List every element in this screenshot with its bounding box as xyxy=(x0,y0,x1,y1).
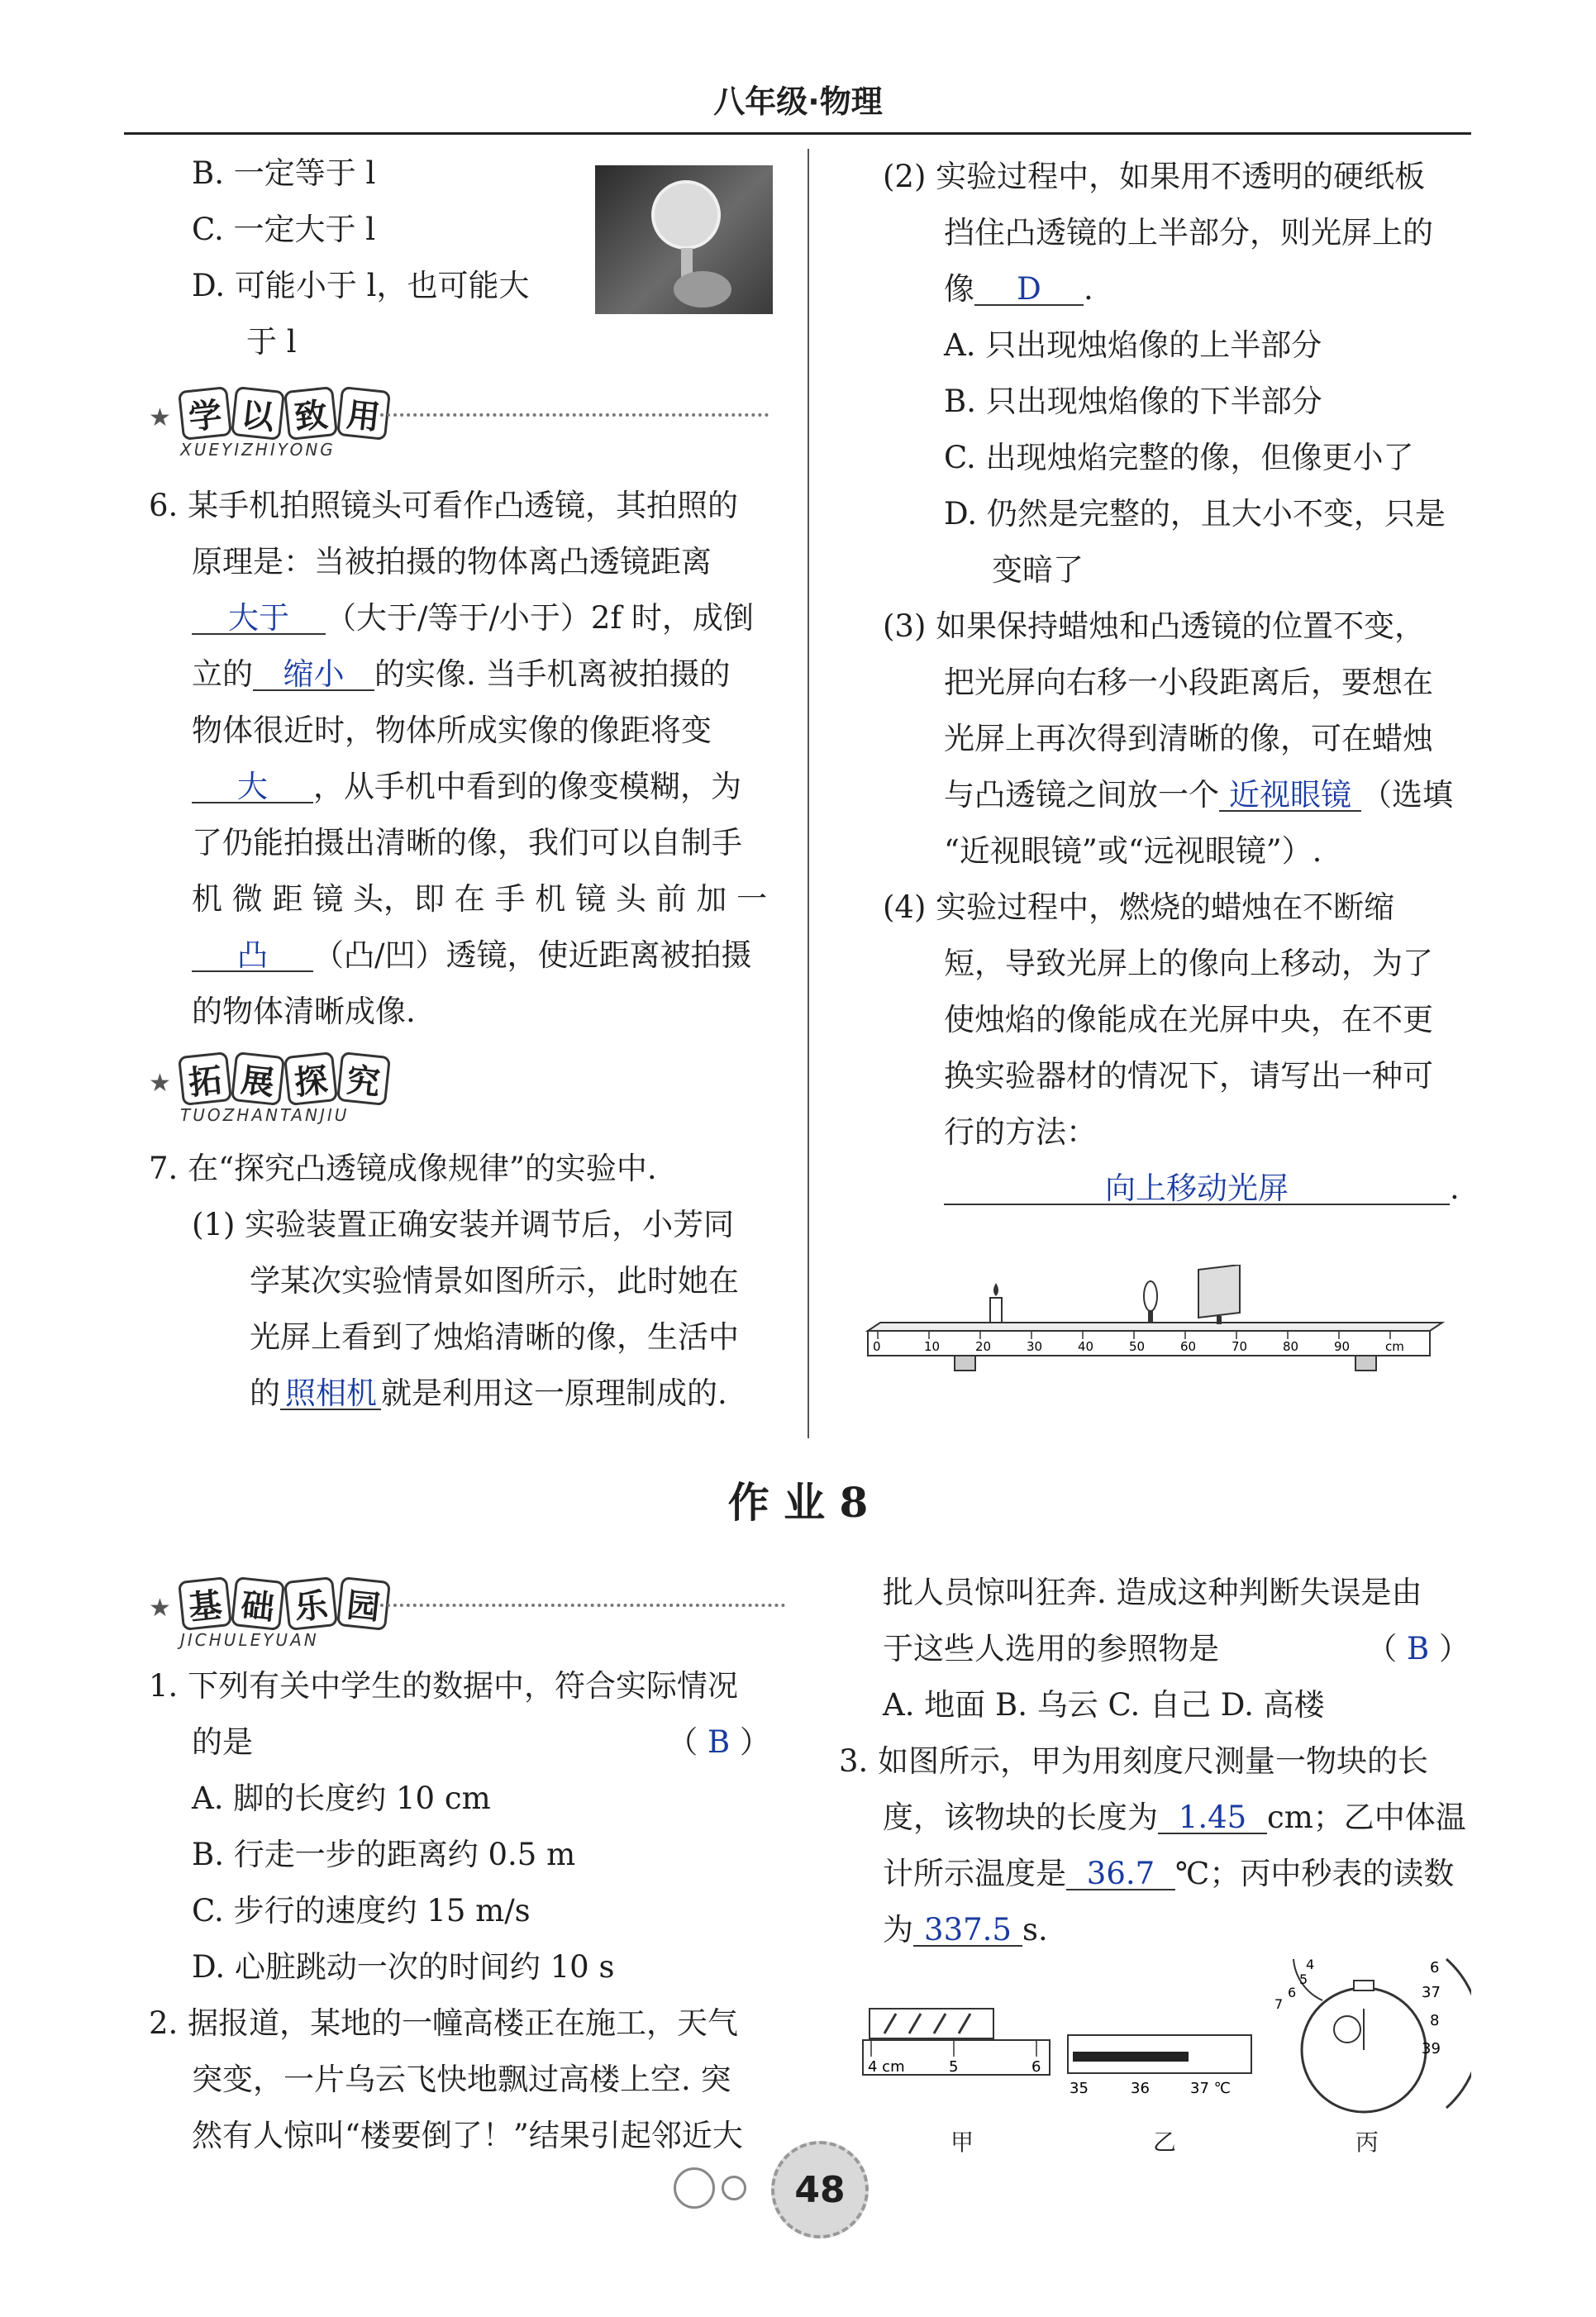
magnifier-photo xyxy=(595,165,773,314)
watch-small-label: 6 xyxy=(1288,1985,1297,2000)
star-icon: ★ xyxy=(149,1594,171,1623)
q7-p2-line2: 挡住凸透镜的上半部分，则光屏上的 xyxy=(944,215,1433,250)
bench-tick-label: 80 xyxy=(1283,1339,1299,1354)
q6-answer3: 大 xyxy=(192,771,313,803)
q7-p4-line3: 使烛焰的像能成在光屏中央，在不更 xyxy=(944,1002,1433,1037)
q7-p1-line2: 学某次实验情景如图所示，此时她在 xyxy=(250,1263,739,1299)
banner-char: 学 xyxy=(178,386,232,441)
ruler-figure xyxy=(860,2000,1058,2100)
q7-p2-line3: 像 D . xyxy=(944,271,1093,307)
candle-icon xyxy=(990,1283,1002,1323)
bench-tick-label: 0 xyxy=(873,1339,881,1354)
q3-line2: 度，该物块的长度为 1.45 cm；乙中体温 xyxy=(883,1800,1466,1835)
section-banner-xueyizhiyong xyxy=(149,389,612,460)
caption-yi: 乙 xyxy=(1153,2129,1177,2156)
banner-dotted-line xyxy=(380,1604,785,1607)
banner-dotted-line xyxy=(380,413,769,417)
q7-p4-line6: 向上移动光屏 . xyxy=(944,1170,1460,1207)
section-banner-jichuleyuan xyxy=(149,1579,612,1650)
q7-p2-line1: (2) 实验过程中，如果用不透明的硬纸板 xyxy=(883,159,1426,194)
stopwatch-figure xyxy=(1256,1951,1471,2116)
watch-small-label: 4 xyxy=(1306,1957,1315,1972)
q6-answer4: 凸 xyxy=(192,940,313,972)
q7-p4-line2: 短，导致光屏上的像向上移动，为了 xyxy=(944,946,1433,981)
q1-option-a: A. 脚的长度约 10 cm xyxy=(192,1781,491,1816)
bench-tick-label: 50 xyxy=(1129,1339,1146,1354)
banner-char: 究 xyxy=(336,1051,391,1106)
q7-p2-option-d1: D. 仍然是完整的，且大小不变，只是 xyxy=(944,496,1446,532)
q7-p2-option-c: C. 出现烛焰完整的像，但像更小了 xyxy=(944,440,1414,475)
q7-p4-line1: (4) 实验过程中，燃烧的蜡烛在不断缩 xyxy=(883,889,1395,925)
q6-answer1: 大于 xyxy=(192,603,326,635)
q6-line2: 原理是：当被拍摄的物体离凸透镜距离 xyxy=(192,544,712,579)
q6-line4: 立的 缩小 的实像. 当手机离被拍摄的 xyxy=(192,656,731,692)
banner-char: 致 xyxy=(283,386,338,441)
bench-tick-label: 60 xyxy=(1180,1339,1197,1354)
banner-char: 础 xyxy=(231,1576,285,1631)
q6-line9: 凸 （凸/凹）透镜，使近距离被拍摄 xyxy=(192,937,751,974)
watch-big-label: 39 xyxy=(1422,2040,1441,2057)
decor-circle xyxy=(722,2176,746,2200)
homework-title: 作 业 8 xyxy=(727,1478,869,1527)
q7-p2-option-a: A. 只出现烛焰像的上半部分 xyxy=(944,327,1322,363)
q3-line3: 计所示温度是 36.7 ℃；丙中秒表的读数 xyxy=(883,1856,1455,1891)
q6-line7: 了仍能拍摄出清晰的像，我们可以自制手 xyxy=(192,825,742,861)
star-icon: ★ xyxy=(149,403,171,432)
banner-pinyin: JICHULEYUAN xyxy=(180,1630,319,1650)
bench-tick-label: 30 xyxy=(1027,1339,1043,1354)
q3-answer2: 36.7 xyxy=(1066,1858,1175,1890)
q2-options: A. 地面 B. 乌云 C. 自己 D. 高楼 xyxy=(883,1687,1325,1723)
lens-icon xyxy=(1144,1281,1157,1323)
bench-tick-label: 20 xyxy=(975,1339,992,1354)
q1-answer: B xyxy=(707,1724,731,1760)
watch-big-label: 6 xyxy=(1430,1959,1440,1976)
bench-tick-label: cm xyxy=(1385,1339,1404,1354)
q6-answer2: 缩小 xyxy=(253,659,374,691)
bench-tick-label: 40 xyxy=(1078,1339,1094,1354)
q7-p4-line5: 行的方法： xyxy=(944,1114,1097,1150)
q5-option-c: C. 一定大于 l xyxy=(192,212,376,247)
page-number: 48 xyxy=(771,2141,869,2238)
q7-p3-line1: (3) 如果保持蜡烛和凸透镜的位置不变， xyxy=(883,608,1426,644)
watch-small-label: 5 xyxy=(1299,1971,1308,1987)
banner-char: 拓 xyxy=(178,1051,232,1106)
q7-p3-answer: 近视眼镜 xyxy=(1219,779,1361,812)
ruler-tick: 4 cm xyxy=(868,2058,905,2076)
q7-p1-line4: 的 照相机 就是利用这一原理制成的. xyxy=(250,1375,727,1411)
q3-line1: 3. 如图所示，甲为用刻度尺测量一物块的长 xyxy=(839,1743,1429,1779)
decor-circle xyxy=(674,2167,715,2209)
bench-tick-label: 90 xyxy=(1334,1339,1351,1354)
thermometer-tick: 37 ℃ xyxy=(1190,2080,1231,2097)
q7-p1-line3: 光屏上看到了烛焰清晰的像，生活中 xyxy=(250,1319,739,1355)
watch-big-label: 37 xyxy=(1422,1984,1441,2001)
caption-jia: 甲 xyxy=(950,2129,974,2156)
bench-tick-label: 70 xyxy=(1232,1339,1248,1354)
banner-char: 以 xyxy=(231,386,285,441)
watch-small-label: 7 xyxy=(1274,1996,1284,2012)
magnifier-icon xyxy=(595,165,773,314)
q1-option-b: B. 行走一步的距离约 0.5 m xyxy=(192,1837,576,1872)
banner-char: 展 xyxy=(231,1051,285,1106)
q2-line3: 然有人惊叫“楼要倒了！”结果引起邻近大 xyxy=(192,2118,743,2153)
q7-p3-line5: “近视眼镜”或“远视眼镜”）. xyxy=(944,833,1322,869)
q6-line5: 物体很近时，物体所成实像的像距将变 xyxy=(192,713,712,748)
ruler-tick: 6 xyxy=(1031,2058,1041,2076)
banner-char: 基 xyxy=(178,1576,232,1631)
column-divider xyxy=(808,149,809,1438)
q5-option-b: B. 一定等于 l xyxy=(192,155,376,191)
q1-option-c: C. 步行的速度约 15 m/s xyxy=(192,1893,531,1928)
bench-tick-label: 10 xyxy=(924,1339,941,1354)
q2-line5: 于这些人选用的参照物是 （ B ） xyxy=(883,1631,1470,1666)
section-banner-tuozhantanjiu xyxy=(149,1054,612,1125)
q6-line8: 机 微 距 镜 头，即 在 手 机 镜 头 前 加 一 xyxy=(192,881,768,917)
watch-big-label: 8 xyxy=(1430,2012,1440,2029)
header-rule xyxy=(124,132,1471,135)
q1-line2: 的是 （ B ） xyxy=(192,1724,770,1760)
banner-char: 探 xyxy=(283,1051,338,1106)
q7-p2-option-d2: 变暗了 xyxy=(992,552,1084,588)
banner-char: 园 xyxy=(336,1576,391,1631)
q7-p2-option-b: B. 只出现烛焰像的下半部分 xyxy=(944,384,1322,419)
optical-bench-figure xyxy=(860,1265,1455,1389)
q3-line4: 为 337.5 s. xyxy=(883,1912,1048,1948)
caption-bing: 丙 xyxy=(1355,2129,1379,2156)
ruler-tick: 5 xyxy=(949,2058,959,2076)
q7-p3-line3: 光屏上再次得到清晰的像，可在蜡烛 xyxy=(944,721,1433,756)
q7-p1-line1: (1) 实验装置正确安装并调节后，小芳同 xyxy=(192,1207,735,1242)
q5-option-d-line1: D. 可能小于 l，也可能大 xyxy=(192,268,530,303)
q7-p4-answer: 向上移动光屏 xyxy=(944,1173,1450,1205)
q6-line10: 的物体清晰成像. xyxy=(192,994,416,1029)
thermometer-figure xyxy=(1066,2033,1256,2100)
banner-char: 用 xyxy=(336,386,391,441)
screen-icon xyxy=(1198,1265,1240,1324)
banner-pinyin: XUEYIZHIYONG xyxy=(180,440,336,460)
q3-answer1: 1.45 xyxy=(1158,1802,1267,1834)
q7-p4-line4: 换实验器材的情况下，请写出一种可 xyxy=(944,1058,1433,1094)
q1-line1: 1. 下列有关中学生的数据中，符合实际情况 xyxy=(149,1668,739,1704)
q2-line4: 批人员惊叫狂奔. 造成这种判断失误是由 xyxy=(883,1575,1422,1610)
banner-char: 乐 xyxy=(283,1576,338,1631)
page-header-title: 八年级·物理 xyxy=(713,83,883,120)
star-icon: ★ xyxy=(149,1069,171,1098)
thermometer-tick: 36 xyxy=(1131,2080,1150,2097)
q7-p1-answer: 照相机 xyxy=(280,1378,381,1410)
q3-answer3: 337.5 xyxy=(913,1914,1022,1947)
q6-line6: 大 ，从手机中看到的像变模糊，为 xyxy=(192,769,741,805)
q2-line1: 2. 据报道，某地的一幢高楼正在施工，天气 xyxy=(149,2005,739,2041)
q2-line2: 突变，一片乌云飞快地飘过高楼上空. 突 xyxy=(192,2062,731,2097)
banner-pinyin: TUOZHANTANJIU xyxy=(180,1105,350,1125)
q7-line1: 7. 在“探究凸透镜成像规律”的实验中. xyxy=(149,1151,657,1186)
thermometer-tick: 35 xyxy=(1070,2080,1089,2097)
q7-p3-line2: 把光屏向右移一小段距离后，要想在 xyxy=(944,665,1433,700)
q7-p2-answer: D xyxy=(974,274,1084,306)
q5-option-d-line2: 于 l xyxy=(246,324,297,360)
q1-option-d: D. 心脏跳动一次的时间约 10 s xyxy=(192,1949,615,1985)
q2-answer: B xyxy=(1407,1631,1430,1666)
q6-line1: 6. 某手机拍照镜头可看作凸透镜，其拍照的 xyxy=(149,488,739,523)
q6-line3: 大于 （大于/等于/小于）2f 时，成倒 xyxy=(192,600,754,636)
q7-p3-line4: 与凸透镜之间放一个 近视眼镜 （选填 xyxy=(944,777,1453,813)
